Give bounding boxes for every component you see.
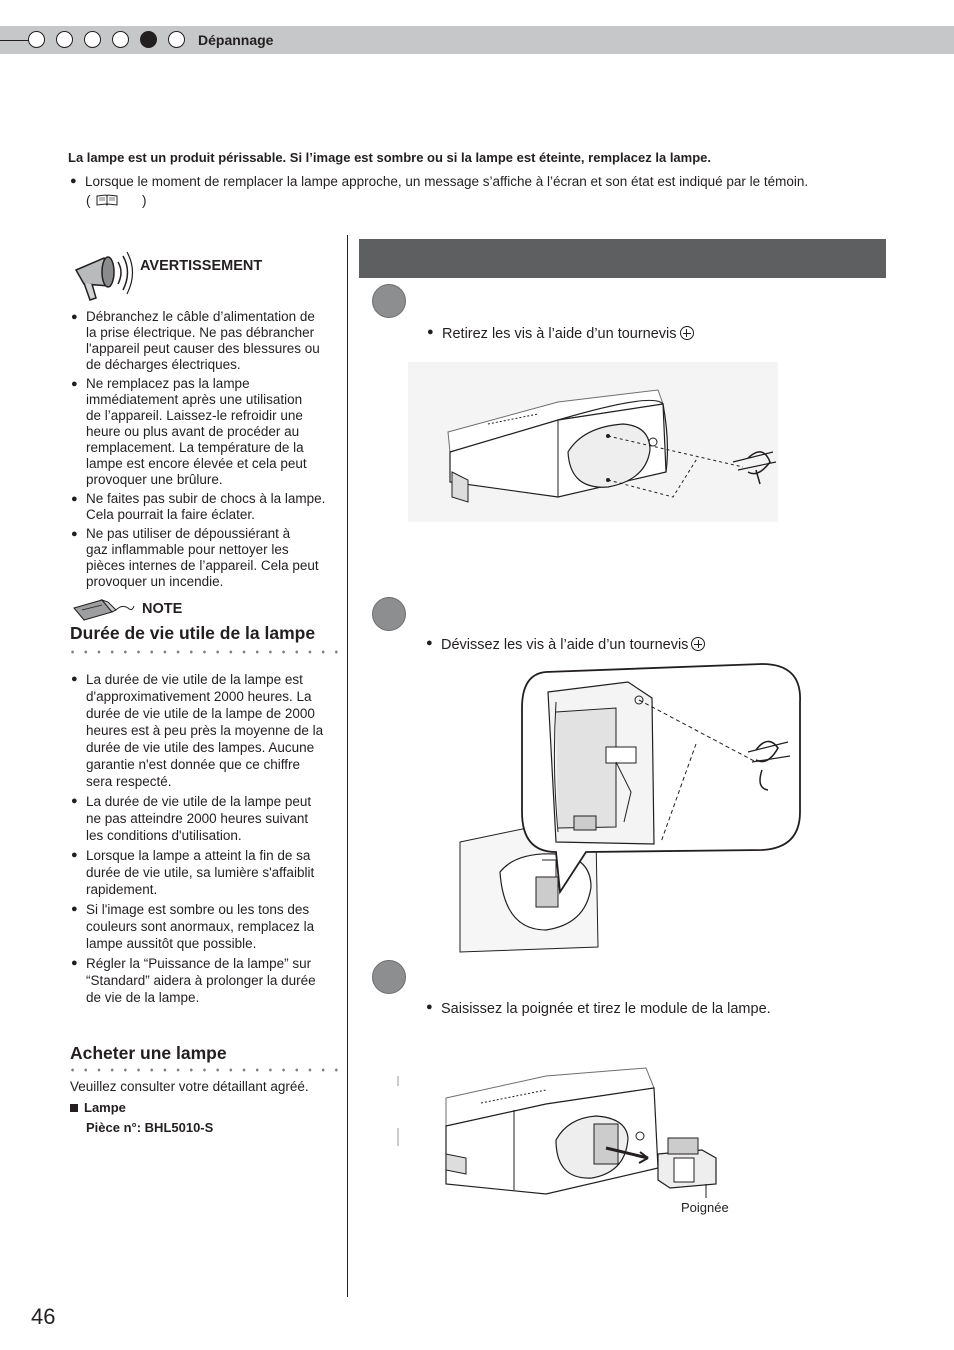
warning-line: gaz inflammable pour nettoyer les	[86, 542, 289, 557]
step-1-label: Retirez les vis à l’aide d’un tournevis	[442, 326, 677, 342]
intro-bullet: ● Lorsque le moment de remplacer la lampe approche, un message s’affiche à l’écran et son état est indiqué par le témoin.	[85, 173, 885, 190]
lamp-life-line: lampe aussitôt que possible.	[86, 936, 257, 951]
lamp-life-line: durée de vie utile, sa lumière s'affaiblit	[86, 865, 315, 880]
buy-text: Veuillez consulter votre détaillant agréé.	[70, 1079, 309, 1094]
warning-list	[71, 309, 348, 593]
step-3-text: ● Saisissez la poignée et tirez le module de la lampe.	[441, 1001, 771, 1017]
lamp-life-line: durée de vie utile de la lampe de 2000	[86, 706, 315, 721]
step-2-text	[441, 637, 705, 653]
bullet-icon: ●	[71, 493, 78, 505]
lamp-life-line: Lorsque la lampe a atteint la fin de sa	[86, 848, 311, 863]
warning-line: Cela pourrait la faire éclater.	[86, 507, 255, 522]
warning-line: remplacement. La température de la	[86, 440, 304, 455]
step-1-text	[442, 326, 694, 342]
figure-3-handle-label: Poignée	[681, 1200, 729, 1215]
intro-ref	[86, 193, 147, 208]
lamp-life-line: rapidement.	[86, 882, 158, 897]
lamp-life-line: couleurs sont anormaux, remplacez la	[86, 919, 315, 934]
progress-dot	[168, 31, 185, 48]
warning-line: heure ou plus avant de procéder au	[86, 424, 300, 439]
lamp-life-item	[71, 955, 348, 1006]
step-3-marker	[372, 960, 406, 994]
lamp-life-line: durée de vie utile des lampes. Aucune	[86, 740, 315, 755]
part-number: Pièce n°: BHL5010-S	[86, 1120, 214, 1135]
section-title: Dépannage	[198, 32, 274, 48]
header-line	[0, 40, 30, 41]
lamp-life-line: sera respecté.	[86, 774, 172, 789]
warning-line: Débranchez le câble d’alimentation de	[86, 309, 315, 324]
warning-line: pièces internes de l’appareil. Cela peut	[86, 558, 319, 573]
megaphone-icon	[70, 246, 134, 302]
lamp-life-line: Régler la “Puissance de la lampe” sur	[86, 956, 312, 971]
lamp-life-line: Si l'image est sombre ou les tons des	[86, 902, 310, 917]
figure-1-remove-screws	[408, 362, 778, 522]
bullet-icon: ●	[71, 957, 78, 969]
progress-dot	[84, 31, 101, 48]
warning-line: provoquer un incendie.	[86, 574, 224, 589]
ref-open: (	[86, 193, 91, 208]
bullet-icon: ●	[71, 673, 78, 685]
bullet-icon: ●	[71, 795, 78, 807]
book-icon	[96, 194, 118, 206]
intro-bold-text: La lampe est un produit périssable. Si l’image est sombre ou si la lampe est éteinte, remplacez la lampe.	[68, 150, 711, 165]
lamp-life-item	[71, 901, 348, 952]
phillips-screwdriver-icon	[691, 637, 705, 651]
progress-dot	[112, 31, 129, 48]
step-1-marker	[372, 284, 406, 318]
warning-line: Ne remplacez pas la lampe	[86, 376, 250, 391]
lamp-life-item	[71, 671, 348, 790]
progress-dot	[56, 31, 73, 48]
step-2-label: Dévissez les vis à l’aide d’un tournevis	[441, 637, 689, 653]
lamp-life-line: les conditions d'utilisation.	[86, 828, 242, 843]
warning-line: l'appareil peut causer des blessures ou	[86, 341, 320, 356]
dotted-divider	[66, 1068, 342, 1072]
bullet-icon: ●	[71, 528, 78, 540]
lamp-life-list	[71, 671, 348, 1009]
warning-line: immédiatement après une utilisation	[86, 392, 303, 407]
progress-dot	[28, 31, 45, 48]
lamp-life-heading: Durée de vie utile de la lampe	[70, 623, 316, 643]
warning-item	[71, 376, 348, 488]
note-title: NOTE	[142, 601, 183, 617]
warning-line: lampe est encore élevée et cela peut	[86, 456, 307, 471]
figure-3-pull-lamp-module	[396, 1058, 726, 1203]
procedure-title-bar	[359, 239, 886, 278]
bullet-icon: ●	[71, 903, 78, 915]
warning-title: AVERTISSEMENT	[140, 258, 263, 274]
lamp-life-line: La durée de vie utile de la lampe peut	[86, 794, 312, 809]
lamp-life-line: ne pas atteindre 2000 heures suivant	[86, 811, 309, 826]
step-2-marker	[372, 597, 406, 631]
warning-item	[71, 309, 348, 373]
lamp-life-line: heures est à peu près la moyenne de la	[86, 723, 324, 738]
phillips-screwdriver-icon	[680, 326, 694, 340]
page-number: 46	[31, 1304, 56, 1329]
warning-item	[71, 526, 348, 590]
buy-item	[70, 1100, 126, 1115]
lamp-life-item	[71, 793, 348, 844]
lamp-life-line: garantie n'est donnée que ce chiffre	[86, 757, 300, 772]
warning-line: provoquer une brûlure.	[86, 472, 223, 487]
dotted-divider	[66, 650, 342, 654]
bullet-icon: ●	[71, 311, 78, 323]
warning-line: Ne faites pas subir de chocs à la lampe.	[86, 491, 326, 506]
warning-line: Ne pas utiliser de dépoussiérant à	[86, 526, 291, 541]
pencil-note-icon	[72, 598, 136, 622]
warning-line: de l’appareil. Laissez-le refroidir une	[86, 408, 303, 423]
lamp-life-line: d'approximativement 2000 heures. La	[86, 689, 312, 704]
progress-dot-active	[140, 31, 157, 48]
figure-2-loosen-screws	[456, 662, 804, 957]
bullet-icon: ●	[71, 849, 78, 861]
lamp-life-item	[71, 847, 348, 898]
lamp-life-line: La durée de vie utile de la lampe est	[86, 672, 303, 687]
square-bullet-icon	[70, 1104, 78, 1112]
warning-line: la prise électrique. Ne pas débrancher	[86, 325, 315, 340]
warning-line: de décharges électriques.	[86, 357, 241, 372]
lamp-life-line: “Standard” aidera à prolonger la durée	[86, 973, 316, 988]
lamp-life-line: de vie de la lampe.	[86, 990, 200, 1005]
bullet-icon: ●	[71, 378, 78, 390]
buy-item-label: Lampe	[84, 1100, 126, 1115]
warning-item	[71, 491, 348, 523]
ref-close: )	[142, 193, 147, 208]
buy-heading: Acheter une lampe	[70, 1043, 227, 1063]
